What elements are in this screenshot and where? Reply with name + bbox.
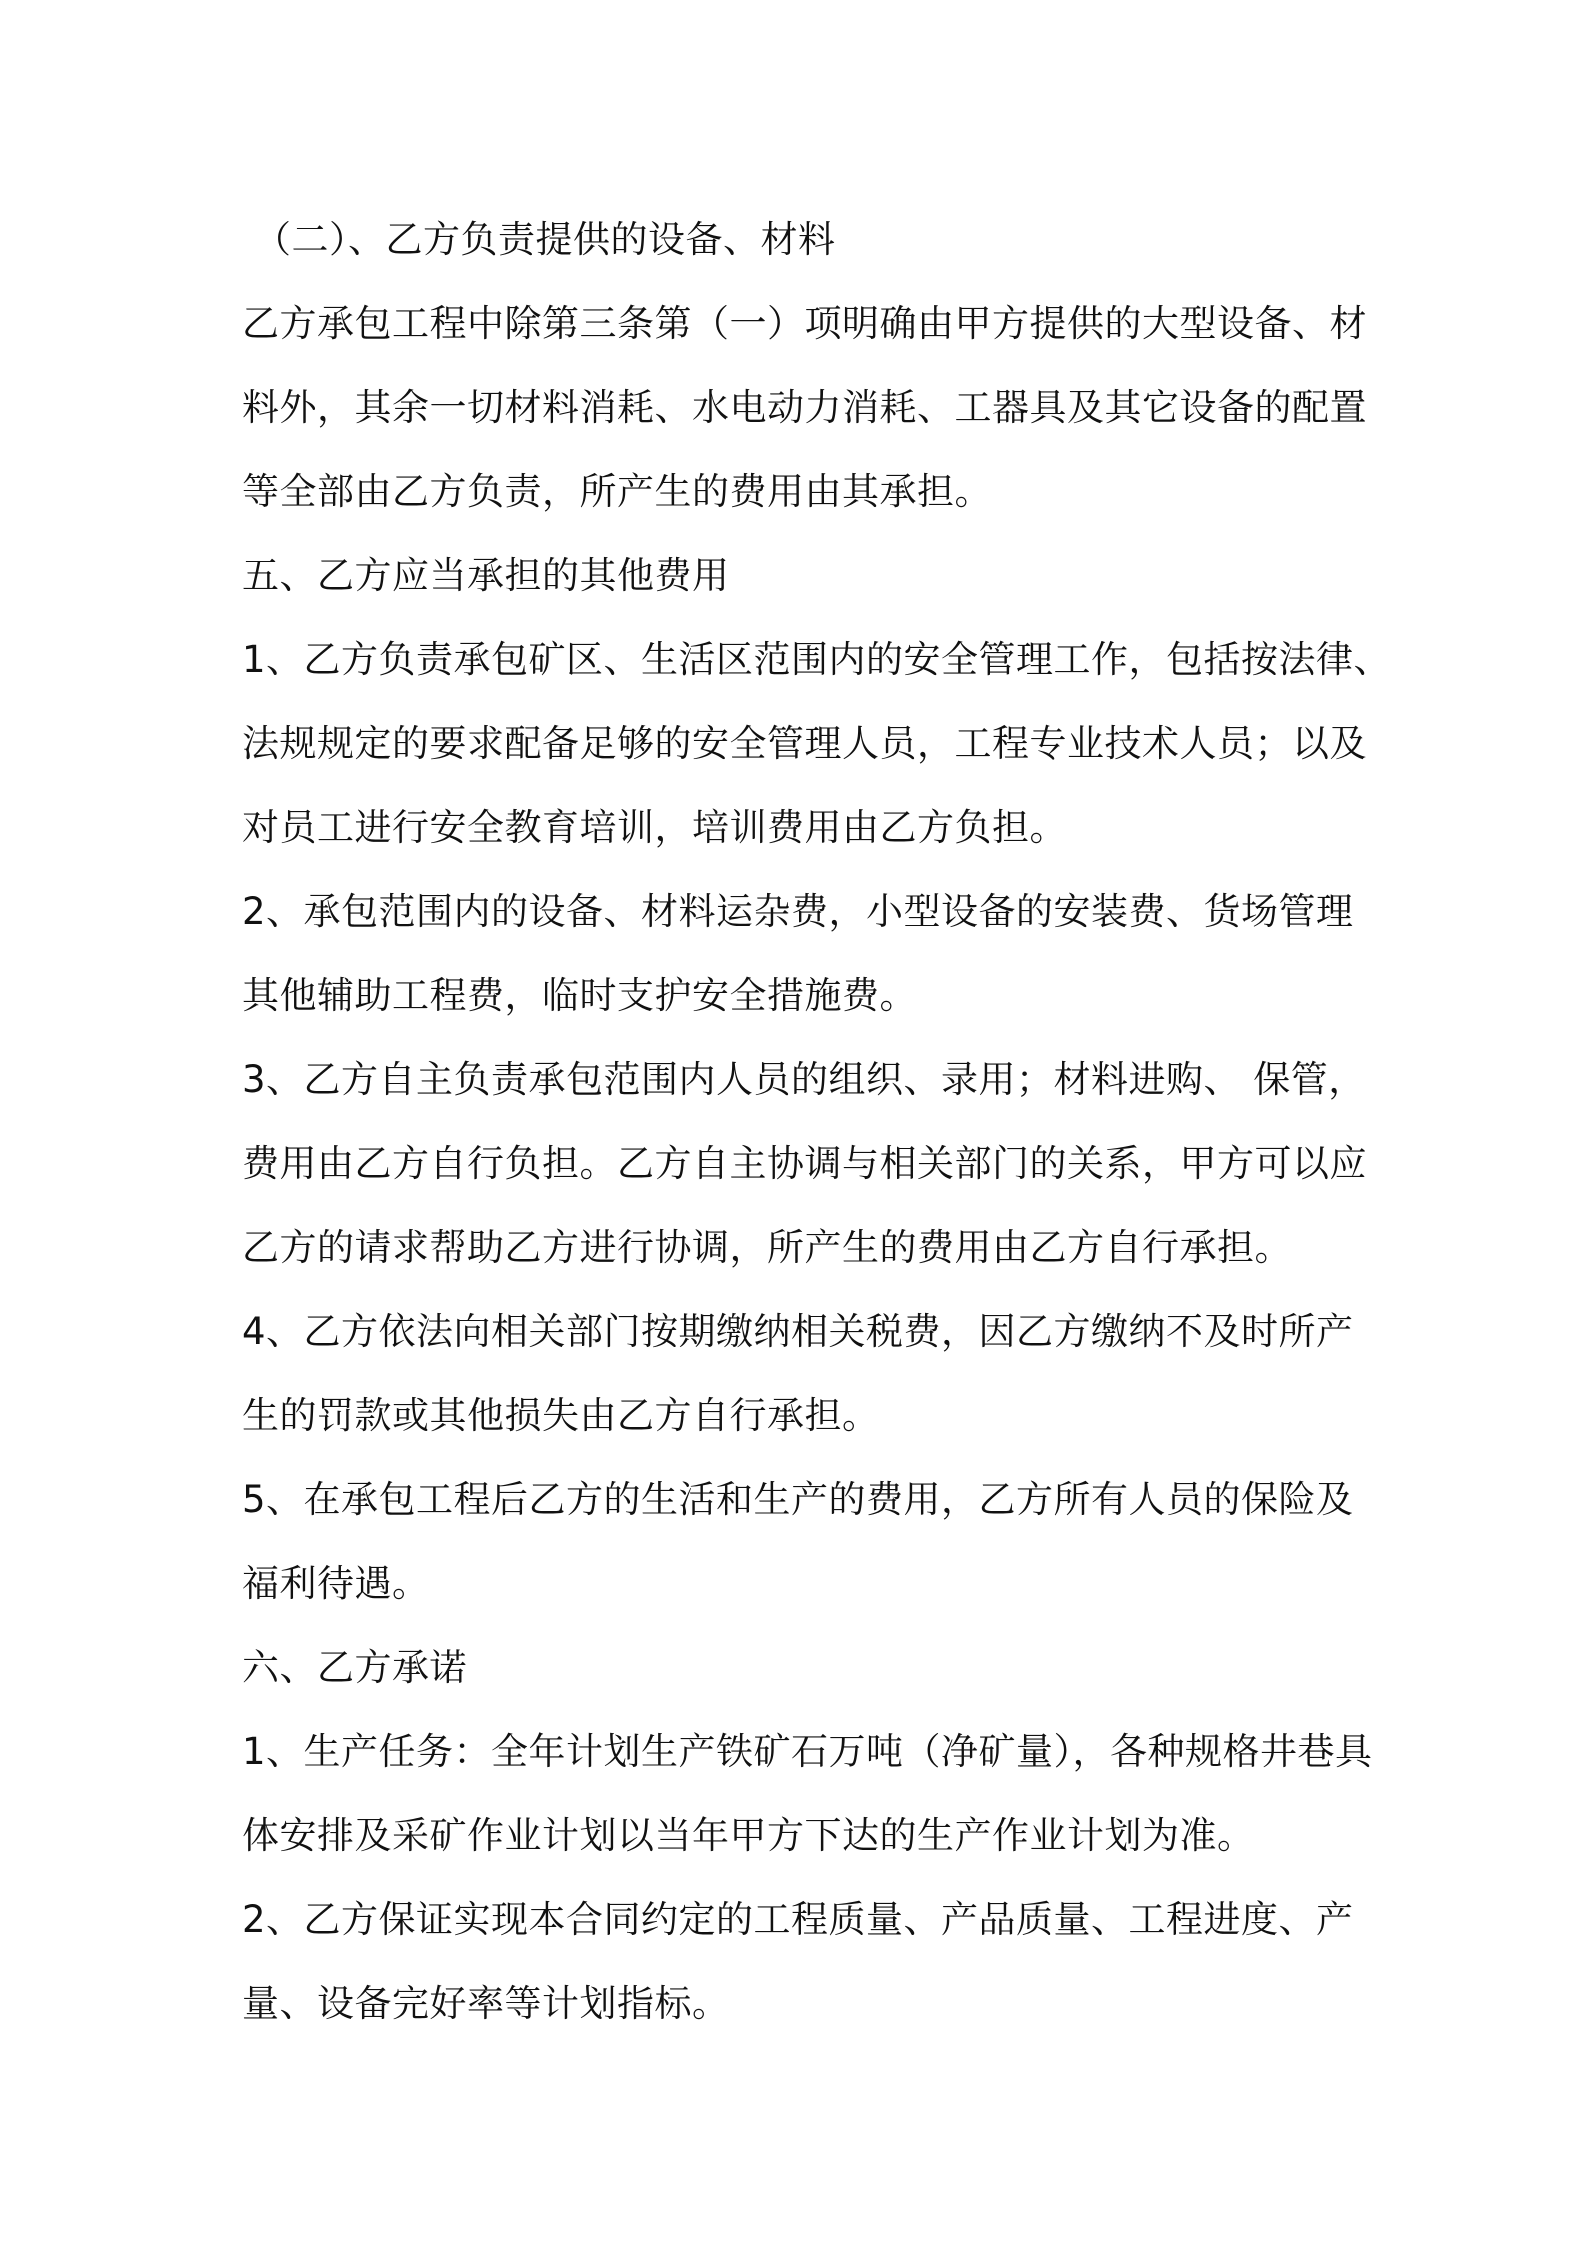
text-line: 乙方承包工程中除第三条第（一）项明确由甲方提供的大型设备、材	[242, 302, 1367, 345]
text-line: （二）、乙方负责提供的设备、材料	[254, 218, 836, 261]
document-body	[242, 198, 1392, 2046]
clause-6-1	[242, 1710, 1377, 1878]
text-line: 生的罚款或其他损失由乙方自行承担。	[242, 1394, 880, 1437]
text-line: 1、乙方负责承包矿区、生活区范围内的安全管理工作，包括按法律、	[242, 638, 1392, 681]
text-line: 3、乙方自主负责承包范围内人员的组织、录用；材料进购、 保管，	[242, 1058, 1366, 1101]
text-line: 2、乙方保证实现本合同约定的工程质量、产品质量、工程进度、产	[242, 1898, 1354, 1941]
text-line: 2、承包范围内的设备、材料运杂费，小型设备的安装费、货场管理	[242, 890, 1354, 933]
text-line: 等全部由乙方负责，所产生的费用由其承担。	[242, 470, 992, 513]
text-line: 5、在承包工程后乙方的生活和生产的费用，乙方所有人员的保险及	[242, 1478, 1354, 1521]
clause-5-2	[242, 870, 1377, 1038]
paragraph-equipment	[242, 282, 1377, 534]
text-line: 六、乙方承诺	[242, 1646, 467, 1689]
section-heading-equipment	[242, 198, 1377, 282]
clause-5-4	[242, 1290, 1377, 1458]
text-line: 料外，其余一切材料消耗、水电动力消耗、工器具及其它设备的配置	[242, 386, 1367, 429]
text-line: 1、生产任务：全年计划生产铁矿石万吨（净矿量），各种规格井巷具	[242, 1730, 1373, 1773]
text-line: 4、乙方依法向相关部门按期缴纳相关税费，因乙方缴纳不及时所产	[242, 1310, 1354, 1353]
clause-6-2	[242, 1878, 1377, 2046]
clause-5-5	[242, 1458, 1377, 1626]
text-line: 对员工进行安全教育培训，培训费用由乙方负担。	[242, 806, 1067, 849]
text-line: 福利待遇。	[242, 1562, 430, 1605]
text-line: 其他辅助工程费，临时支护安全措施费。	[242, 974, 917, 1017]
section-heading-six	[242, 1626, 1377, 1710]
text-line: 费用由乙方自行负担。乙方自主协调与相关部门的关系，甲方可以应	[242, 1142, 1367, 1185]
text-line: 量、设备完好率等计划指标。	[242, 1982, 730, 2025]
clause-5-3	[242, 1038, 1377, 1290]
text-line: 乙方的请求帮助乙方进行协调，所产生的费用由乙方自行承担。	[242, 1226, 1292, 1269]
text-line: 体安排及采矿作业计划以当年甲方下达的生产作业计划为准。	[242, 1814, 1255, 1857]
text-line: 法规规定的要求配备足够的安全管理人员，工程专业技术人员；以及	[242, 722, 1367, 765]
text-line: 五、乙方应当承担的其他费用	[242, 554, 730, 597]
clause-5-1	[242, 618, 1392, 870]
section-heading-five	[242, 534, 1377, 618]
